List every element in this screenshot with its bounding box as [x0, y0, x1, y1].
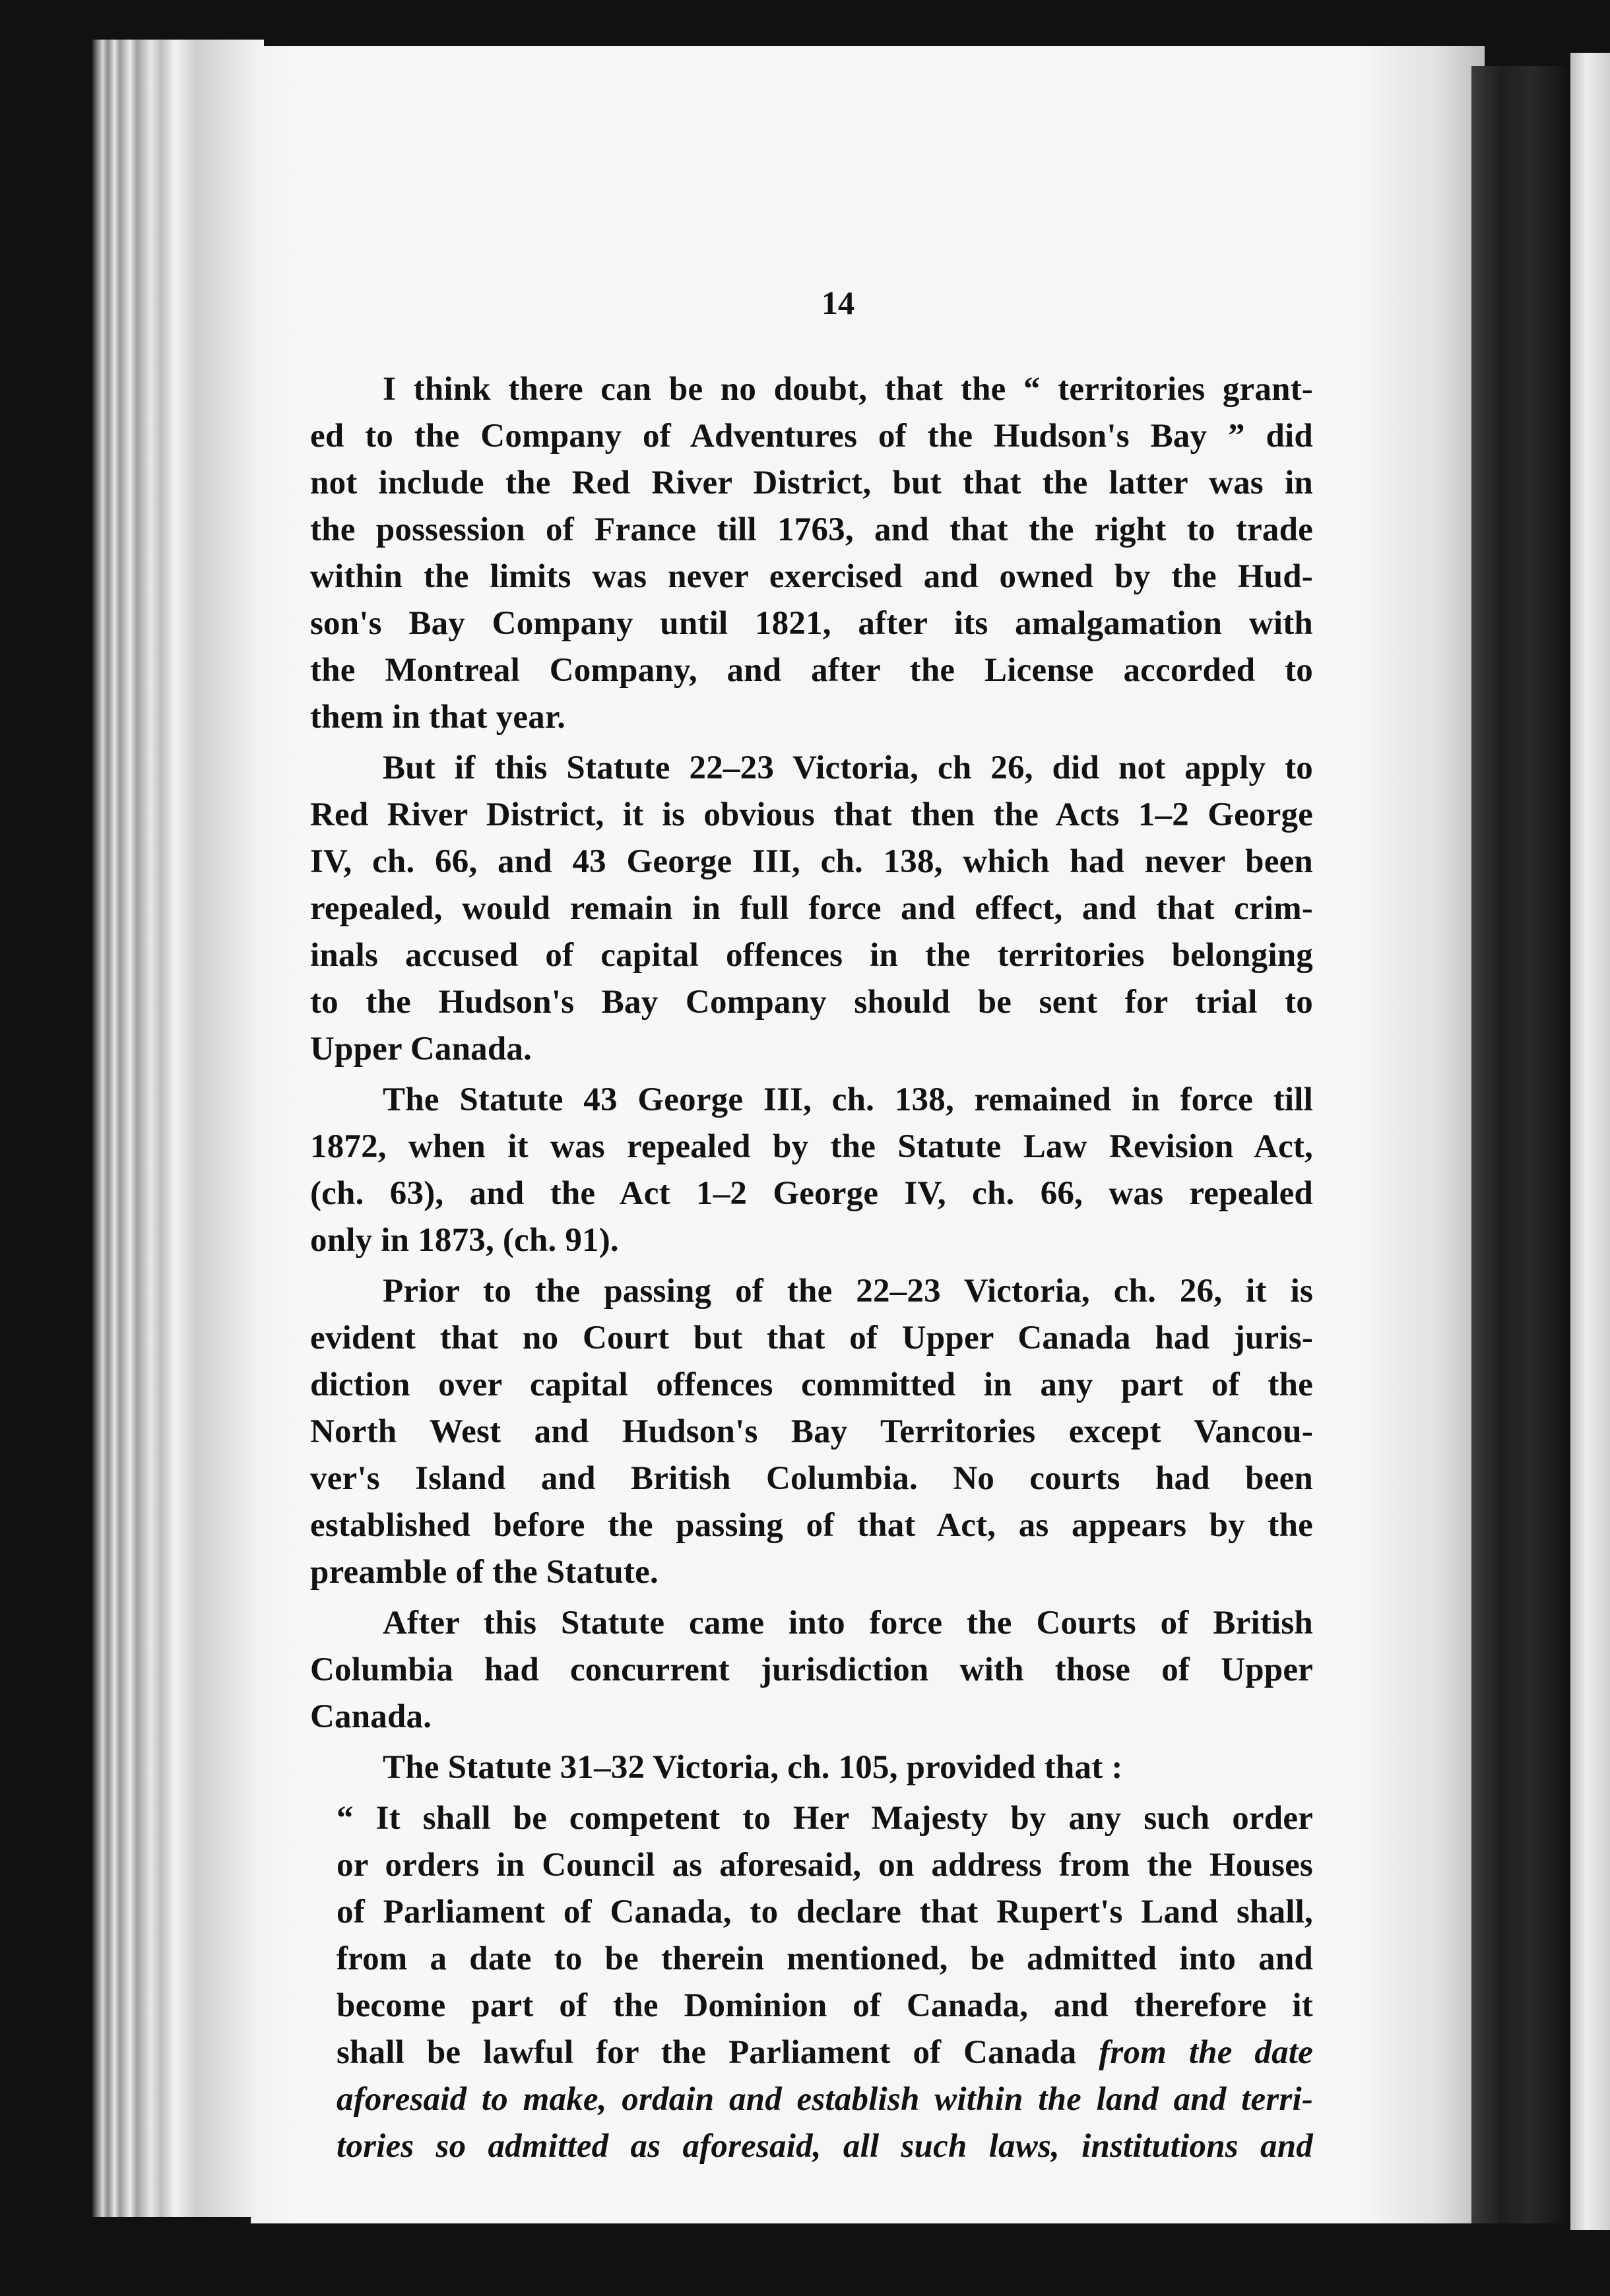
- text-line: The Statute 43 George III, ch. 138, remained in force till: [383, 1081, 1313, 1118]
- text-line: only in 1873, (ch. 91).: [310, 1222, 619, 1259]
- book-gutter-shadow: [1471, 66, 1570, 2223]
- text-line: the Montreal Company, and after the License accorded to: [310, 652, 1313, 689]
- text-line: evident that no Court but that of Upper Canada had juris-: [310, 1320, 1313, 1356]
- text-line-mixed: [337, 2029, 1313, 2076]
- text-line: of Parliament of Canada, to declare that Rupert's Land shall,: [337, 1894, 1313, 1930]
- text-line: the possession of France till 1763, and that the right to trade: [310, 511, 1313, 548]
- text-line: Canada.: [310, 1698, 432, 1735]
- text-line: diction over capital offences committed in any part of the: [310, 1366, 1313, 1403]
- text-run: shall be lawful for the Parliament of Canada: [337, 2034, 1099, 2071]
- text-line: preamble of the Statute.: [310, 1554, 659, 1591]
- text-line: I think there can be no doubt, that the “ territories grant-: [383, 371, 1313, 408]
- page-number: 14: [821, 284, 854, 321]
- text-line: “ It shall be competent to Her Majesty by any such order: [337, 1800, 1313, 1837]
- text-line: Columbia had concurrent jurisdiction with those of Upper: [310, 1651, 1313, 1688]
- paragraph-3: [310, 1077, 1313, 1264]
- italic-text-run: from the date: [1099, 2034, 1314, 2071]
- text-line: ver's Island and British Columbia. No courts had been: [310, 1460, 1313, 1497]
- text-line: The Statute 31–32 Victoria, ch. 105, provided that :: [383, 1749, 1123, 1786]
- text-line: 1872, when it was repealed by the Statute Law Revision Act,: [310, 1128, 1313, 1165]
- next-page-edge: [1570, 53, 1610, 2230]
- text-line: not include the Red River District, but that the latter was in: [310, 464, 1313, 501]
- paragraph-5: [310, 1600, 1313, 1740]
- text-line: Red River District, it is obvious that then the Acts 1–2 George: [310, 796, 1313, 833]
- text-line: inals accused of capital offences in the territories belonging: [310, 937, 1313, 974]
- text-line: IV, ch. 66, and 43 George III, ch. 138, which had never been: [310, 843, 1313, 880]
- text-line: (ch. 63), and the Act 1–2 George IV, ch. 66, was repealed: [310, 1175, 1313, 1212]
- statute-quotation: [310, 1795, 1313, 2170]
- paragraph-6: [310, 1744, 1313, 1791]
- text-line: ed to the Company of Adventures of the Hudson's Bay ” did: [310, 418, 1313, 455]
- text-line: or orders in Council as aforesaid, on address from the Houses: [337, 1847, 1313, 1884]
- text-line: Prior to the passing of the 22–23 Victoria, ch. 26, it is: [383, 1273, 1313, 1310]
- text-line: become part of the Dominion of Canada, and therefore it: [337, 1987, 1313, 2024]
- text-line: son's Bay Company until 1821, after its amalgamation with: [310, 605, 1313, 642]
- text-line: established before the passing of that Act, as appears by the: [310, 1507, 1313, 1544]
- text-line: But if this Statute 22–23 Victoria, ch 26, did not apply to: [383, 749, 1313, 786]
- text-line: After this Statute came into force the Courts of British: [383, 1605, 1313, 1642]
- paragraph-1: [310, 366, 1313, 741]
- text-line: them in that year.: [310, 699, 566, 736]
- text-line: repealed, would remain in full force and effect, and that crim-: [310, 890, 1313, 927]
- text-line: North West and Hudson's Bay Territories except Vancou-: [310, 1413, 1313, 1450]
- text-line: to the Hudson's Bay Company should be sent for trial to: [310, 984, 1313, 1021]
- page-body: [310, 366, 1313, 2174]
- italic-text-line: aforesaid to make, ordain and establish within the land and terri-: [337, 2081, 1313, 2118]
- text-line: from a date to be therein mentioned, be admitted into and: [337, 1940, 1313, 1977]
- italic-text-line: tories so admitted as aforesaid, all such laws, institutions and: [337, 2128, 1313, 2165]
- paragraph-4: [310, 1268, 1313, 1596]
- paragraph-2: [310, 745, 1313, 1073]
- stacked-page-edges: [92, 40, 264, 2217]
- text-line: within the limits was never exercised and owned by the Hud-: [310, 558, 1313, 595]
- text-line: Upper Canada.: [310, 1031, 532, 1068]
